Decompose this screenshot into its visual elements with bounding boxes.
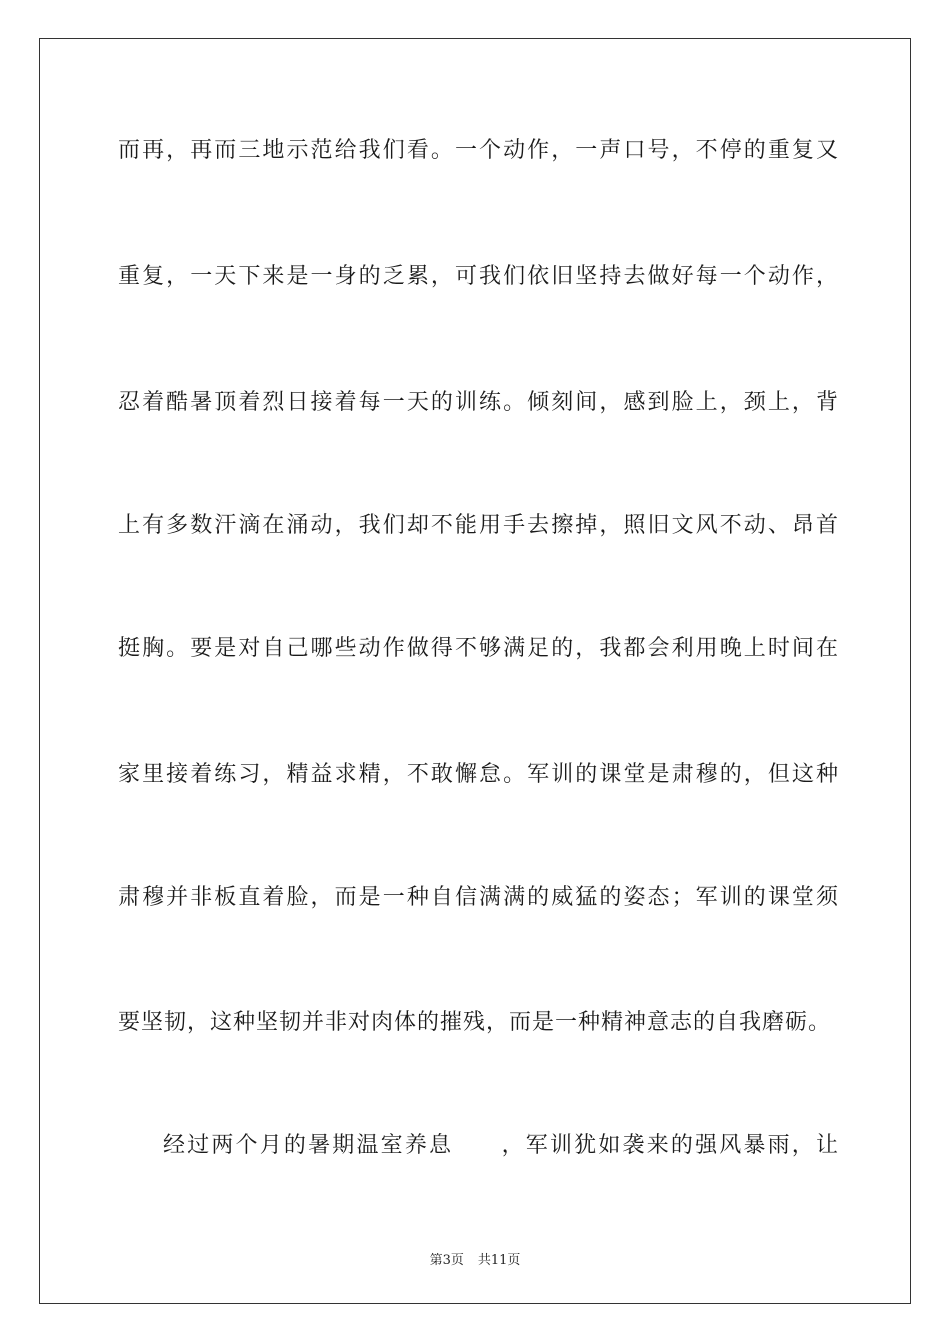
body-text-line: 挺胸。要是对自己哪些动作做得不够满足的，我都会利用晚上时间在	[118, 636, 838, 661]
body-text-line: 肃穆并非板直着脸，而是一种自信满满的威猛的姿态；军训的课堂须	[118, 885, 838, 910]
page-footer	[0, 1249, 950, 1268]
body-text-line: 上有多数汗滴在涌动，我们却不能用手去擦掉，照旧文风不动、昂首	[118, 513, 838, 538]
paragraph-start-line: 经过两个月的暑期温室养息 ，军训犹如袭来的强风暴雨，让	[163, 1133, 838, 1158]
body-text-line: 家里接着练习，精益求精，不敢懈怠。军训的课堂是肃穆的，但这种	[118, 762, 838, 787]
page-border	[39, 38, 911, 1304]
page-total: 共11页	[477, 1253, 521, 1268]
page-number: 第3页	[429, 1253, 464, 1268]
body-text-line: 重复，一天下来是一身的乏累，可我们依旧坚持去做好每一个动作，	[118, 264, 838, 289]
body-text-line: 忍着酷暑顶着烈日接着每一天的训练。倾刻间，感到脸上，颈上，背	[118, 390, 838, 415]
body-text-line: 而再，再而三地示范给我们看。一个动作，一声口号，不停的重复又	[118, 138, 838, 163]
body-text-line: 要坚韧，这种坚韧并非对肉体的摧残，而是一种精神意志的自我磨砺。	[118, 1010, 832, 1035]
